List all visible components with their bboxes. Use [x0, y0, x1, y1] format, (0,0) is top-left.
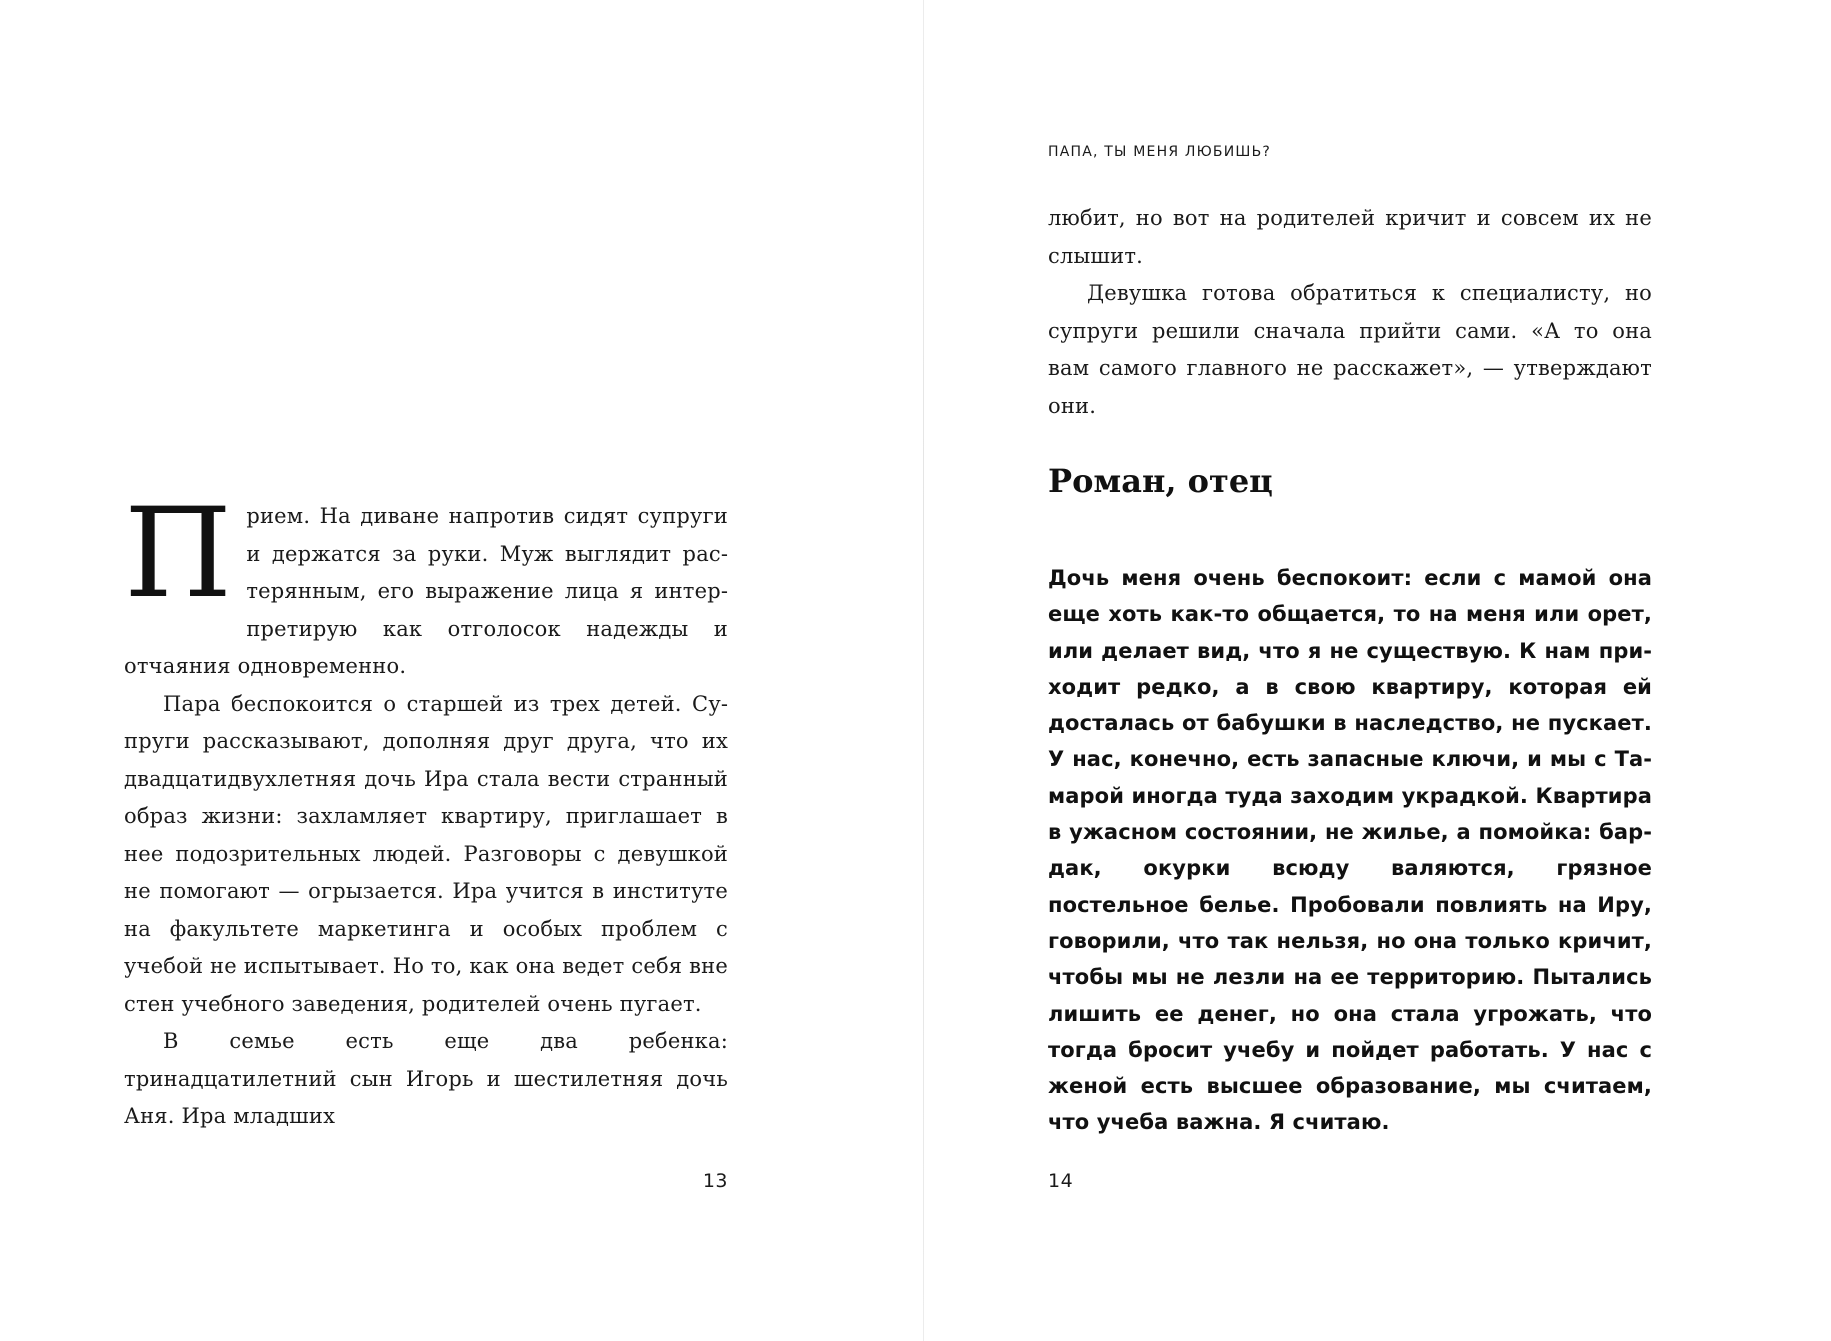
opening-paragraph-text: рием. На диване напротив сидят супруги и держатся за руки. Муж выглядит растерянным, его выражение лица я интерпретирую как отголосок надежды и отчаяния одновременно.: [124, 504, 728, 678]
right-page-body: [1048, 200, 1652, 425]
paragraph: Девушка готова обратиться к специалисту, но супруги решили сначала прийти сами. «А то она вам самого главного не расскажет», — утверждают они.: [1048, 281, 1652, 418]
continued-paragraph: любит, но вот на родителей кричит и совсем их не слышит.: [1048, 206, 1652, 268]
father-quote: Дочь меня очень беспокоит: если с мамой она еще хоть как-то общается, то на меня или орет, или делает вид, что я не существую. К нам приходит редко, а в свою квартиру, которая ей досталась от бабушки в наследство, не пускает. У нас, конечно, есть запасные ключи, и мы с Тамарой иногда туда заходим украдкой. Квартира в ужасном состоянии, не жилье, а помойка: бардак, окурки всюду валяются, грязное постельное белье. Пробовали повлиять на Иру, говорили, что так нельзя, но она только кричит, чтобы мы не лезли на ее территорию. Пытались лишить ее денег, но она стала угрожать, что тогда бросит учебу и пойдет работать. У нас с женой есть высшее образование, мы считаем, что учеба важна. Я считаю.: [1048, 566, 1652, 1135]
page-number-right: 14: [1048, 1170, 1074, 1192]
opening-paragraph: [124, 482, 728, 686]
left-page-body: [124, 482, 728, 1136]
running-head: ПАПА, ТЫ МЕНЯ ЛЮБИШЬ?: [1048, 144, 1272, 160]
paragraph: Пара беспокоится о старшей из трех детей. Супруги рассказывают, дополняя друг друга, что их двадцатидвухлетняя дочь Ира стала вести странный образ жизни: захламляет квартиру, приглашает в нее подозрительных людей. Разговоры с девушкой не помогают — огрызается. Ира учится в институте на факультете маркетинга и особых проблем с учебой не испытывает. Но то, как она ведет себя вне стен учебного заведения, родителей очень пугает.: [124, 691, 728, 1016]
drop-cap: П: [124, 482, 233, 626]
section-heading: Роман, отец: [1048, 462, 1273, 500]
right-page: [924, 0, 1831, 1341]
page-number-left: 13: [702, 1170, 728, 1192]
paragraph: В семье есть еще два ребенка: тринадцатилетний сын Игорь и шестилетняя дочь Аня. Ира младших: [124, 1029, 728, 1128]
